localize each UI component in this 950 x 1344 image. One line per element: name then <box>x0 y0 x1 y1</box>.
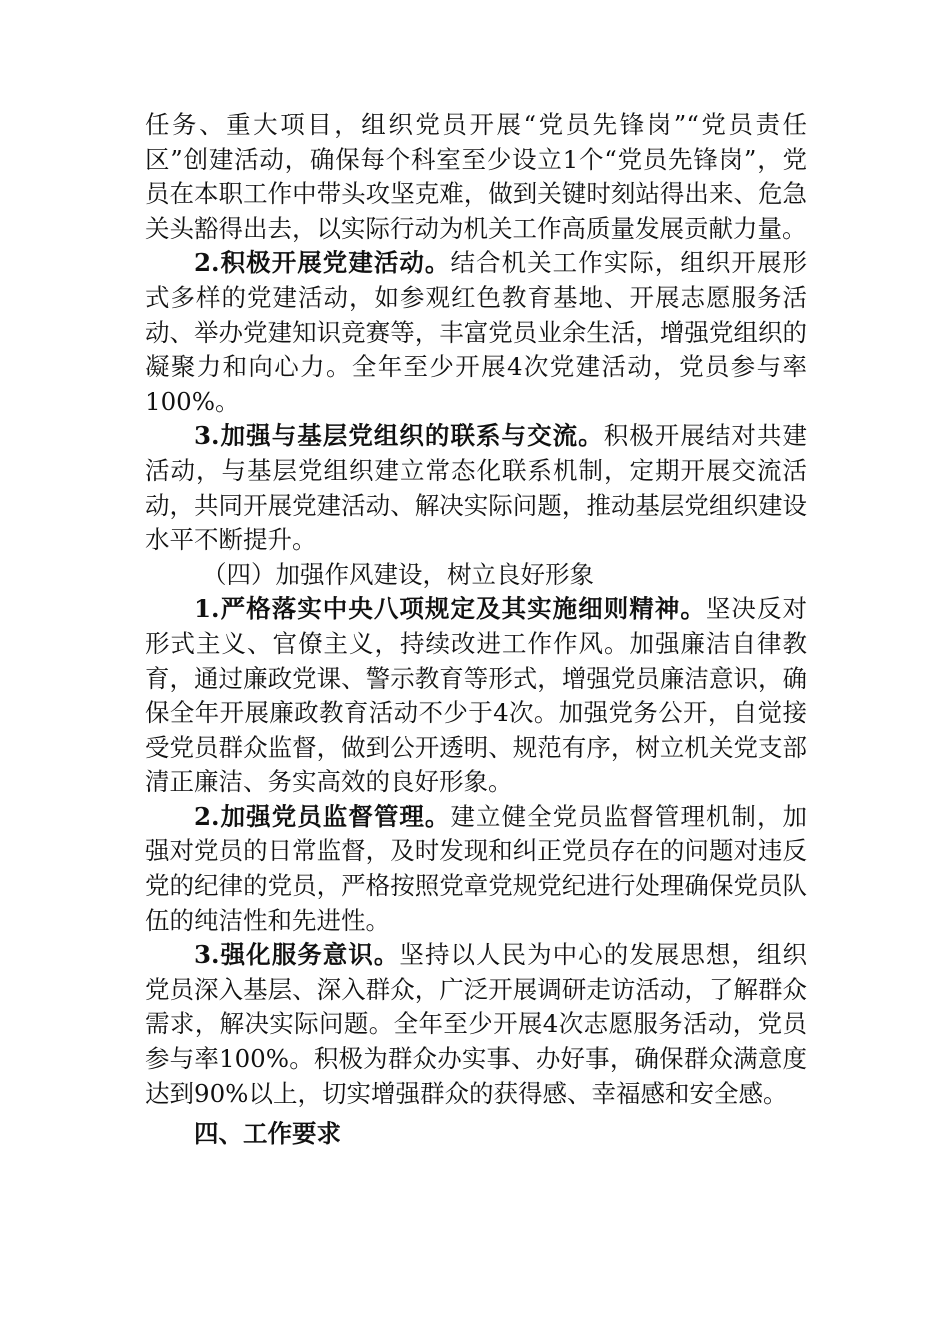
paragraph-text: 任务、重大项目，组织党员开展“党员先锋岗”“党员责任区”创建活动，确保每个科室至少设立1个“党员先锋岗”，党员在本职工作中带头攻坚克难，做到关键时刻站得出来、危急关头豁得出去，以实际行动为机关工作高质量发展贡献力量。 <box>145 110 807 243</box>
paragraph-text: 坚持以人民为中心的发展思想，组织党员深入基层、深入群众，广泛开展调研走访活动，了解群众需求，解决实际问题。全年至少开展4次志愿服务活动，党员参与率100%。积极为群众办实事、办好事，确保群众满意度达到90%以上，切实增强群众的获得感、幸福感和安全感。 <box>145 940 808 1108</box>
paragraph-member-supervision <box>145 800 807 938</box>
paragraph-lead: 3.加强与基层党组织的联系与交流。 <box>194 421 604 451</box>
paragraph-text: 结合机关工作实际，组织开展形式多样的党建活动，如参观红色教育基地、开展志愿服务活动、举办党建知识竞赛等，丰富党员业余生活，增强党组织的凝聚力和向心力。全年至少开展4次党建活动，党员参与率100%。 <box>145 248 808 416</box>
paragraph-party-pioneer-post <box>145 108 807 246</box>
subheading-work-style: （四）加强作风建设，树立良好形象 <box>202 559 594 589</box>
paragraph-lead: 1.严格落实中央八项规定及其实施细则精神。 <box>194 594 706 624</box>
paragraph-lead: 2.加强党员监督管理。 <box>194 801 451 831</box>
paragraph-text: 积极开展结对共建活动，与基层党组织建立常态化联系机制，定期开展交流活动，共同开展党建活动、解决实际问题，推动基层党组织建设水平不断提升。 <box>145 421 807 555</box>
paragraph-text: 建立健全党员监督管理机制，加强对党员的日常监督，及时发现和纠正党员存在的问题对违反党的纪律的党员，严格按照党章党规党纪进行处理确保党员队伍的纯洁性和先进性。 <box>145 801 808 935</box>
paragraph-lead: 3.强化服务意识。 <box>194 940 400 970</box>
paragraph-eight-point-rules <box>145 592 807 800</box>
paragraph-grassroots-liaison <box>145 419 807 557</box>
paragraph-party-building-activities <box>145 246 807 419</box>
paragraph-service-awareness <box>145 938 807 1111</box>
paragraph-lead: 2.积极开展党建活动。 <box>194 248 451 278</box>
section-heading-work-requirements: 四、工作要求 <box>194 1119 341 1149</box>
paragraph-text: 坚决反对形式主义、官僚主义，持续改进工作作风。加强廉洁自律教育，通过廉政党课、警示教育等形式，增强党员廉洁意识，确保全年开展廉政教育活动不少于4次。加强党务公开，自觉接受党员群众监督，做到公开透明、规范有序，树立机关党支部清正廉洁、务实高效的良好形象。 <box>145 594 808 797</box>
document-page <box>145 108 807 1152</box>
